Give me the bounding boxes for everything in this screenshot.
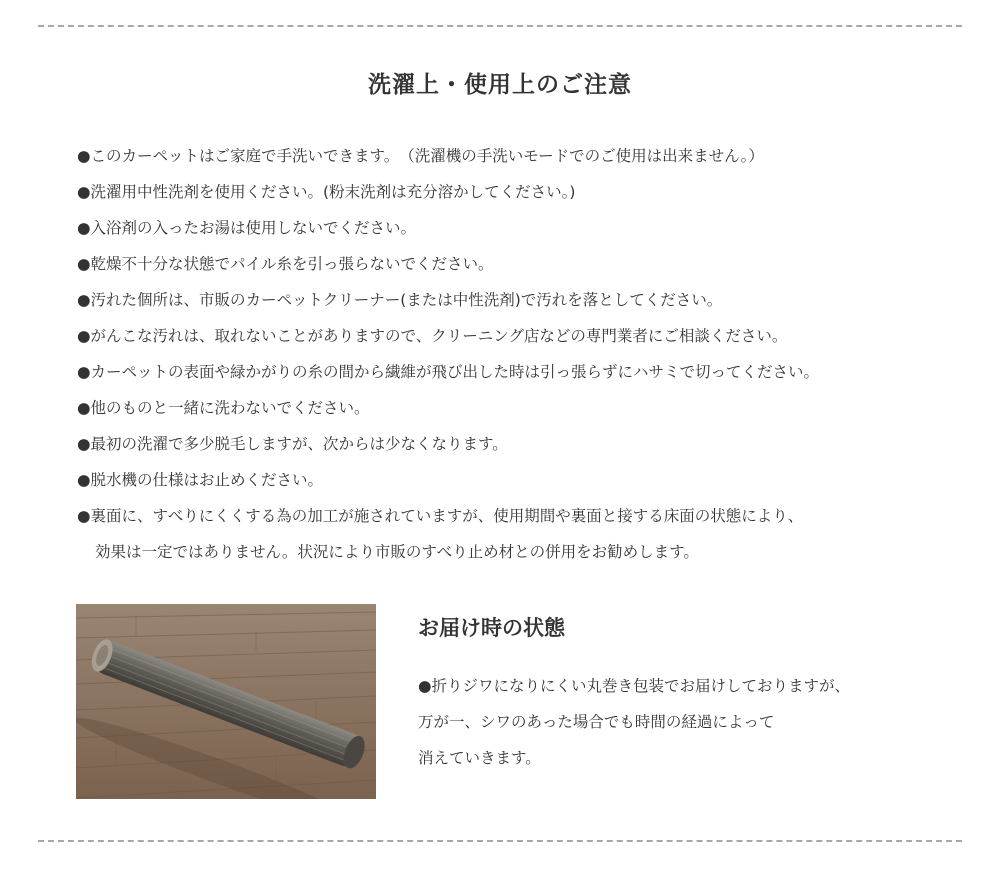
care-note-spin-dryer: ●脱水機の仕様はお止めください。 — [77, 471, 324, 489]
care-note-detergent: ●洗濯用中性洗剤を使用ください。(粉末洗剤は充分溶かしてください。) — [77, 183, 576, 201]
care-title: 洗濯上・使用上のご注意 — [368, 72, 632, 98]
care-note-anti-slip-line2: 効果は一定ではありません。状況により市販のすべり止め材との併用をお勧めします。 — [95, 543, 699, 561]
rolled-rug-photo — [76, 604, 376, 799]
delivery-title: お届け時の状態 — [418, 616, 565, 640]
care-note-wash-separately: ●他のものと一緒に洗わないでください。 — [77, 399, 370, 417]
care-note-anti-slip — [77, 498, 977, 570]
care-note-shedding: ●最初の洗濯で多少脱毛しますが、次からは少なくなります。 — [77, 435, 508, 453]
care-note-bath-additive: ●入浴剤の入ったお湯は使用しないでください。 — [77, 219, 417, 237]
delivery-description — [418, 668, 958, 776]
delivery-line: 消えていきます。 — [418, 749, 541, 767]
care-notes-list — [77, 138, 977, 570]
delivery-line: 万が一、シワのあった場合でも時間の経過によって — [418, 713, 775, 731]
delivery-line: ●折りジワになりにくい丸巻き包装でお届けしておりますが、 — [418, 677, 851, 695]
care-note-stubborn-stains: ●がんこな汚れは、取れないことがありますので、クリーニング店などの専門業者にご相談ください。 — [77, 327, 788, 345]
care-note-anti-slip-line1: ●裏面に、すべりにくくする為の加工が施されていますが、使用期間や裏面と接する床面の状態により、 — [77, 507, 804, 525]
top-dashed-divider — [38, 25, 962, 27]
care-note-drying: ●乾燥不十分な状態でパイル糸を引っ張らないでください。 — [77, 255, 494, 273]
bottom-dashed-divider — [38, 840, 962, 842]
care-note-loose-fibers: ●カーペットの表面や緑かがりの糸の間から繊維が飛び出した時は引っ張らずにハサミで切ってください。 — [77, 363, 820, 381]
care-note-stain-cleaning: ●汚れた個所は、市販のカーペットクリーナー(または中性洗剤)で汚れを落としてください。 — [77, 291, 723, 309]
care-note-hand-wash: ●このカーペットはご家庭で手洗いできます。 （洗濯機の手洗いモードでのご使用は出来ません。） — [77, 147, 764, 165]
